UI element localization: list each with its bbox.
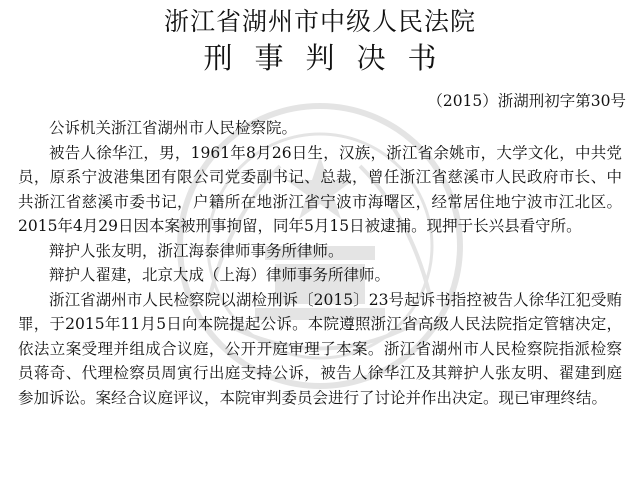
judgment-body <box>18 116 622 410</box>
paragraph-defendant: 被告人徐华江，男，1961年8月26日生，汉族，浙江省余姚市，大学文化，中共党员，原系宁波港集团有限公司党委副书记、总裁，曾任浙江省慈溪市人民政府市长、中共浙江省慈溪市委书记，户籍所在地浙江省宁波市海曙区，经常居住地宁波市江北区。2015年4月29日因本案被刑事拘留，同年5月15日被逮捕。现押于长兴县看守所。 <box>18 143 622 235</box>
case-number: （2015）浙湖刑初字第30号 <box>427 92 626 110</box>
document-type-title: 刑事判决书 <box>203 41 459 75</box>
paragraph-proceedings: 浙江省湖州市人民检察院以湖检刑诉〔2015〕23号起诉书指控被告人徐华江犯受贿罪，于2015年11月5日向本院提起公诉。本院遵照浙江省高级人民法院指定管辖决定，依法立案受理并组成合议庭，公开开庭审理了本案。浙江省湖州市人民检察院指派检察员蒋奇、代理检察员周寅行出庭支持公诉，被告人徐华江及其辩护人张友明、翟建到庭参加诉讼。案经合议庭评议，本院审判委员会进行了讨论并作出决定。现已审理终结。 <box>18 290 622 407</box>
court-name: 浙江省湖州市中级人民法院 <box>163 7 476 36</box>
paragraph-defender-1: 辩护人张友明，浙江海泰律师事务所律师。 <box>49 241 344 260</box>
paragraph-prosecutor: 公诉机关浙江省湖州市人民检察院。 <box>49 119 298 137</box>
paragraph-defender-2: 辩护人翟建，北京大成（上海）律师事务所律师。 <box>49 266 391 284</box>
